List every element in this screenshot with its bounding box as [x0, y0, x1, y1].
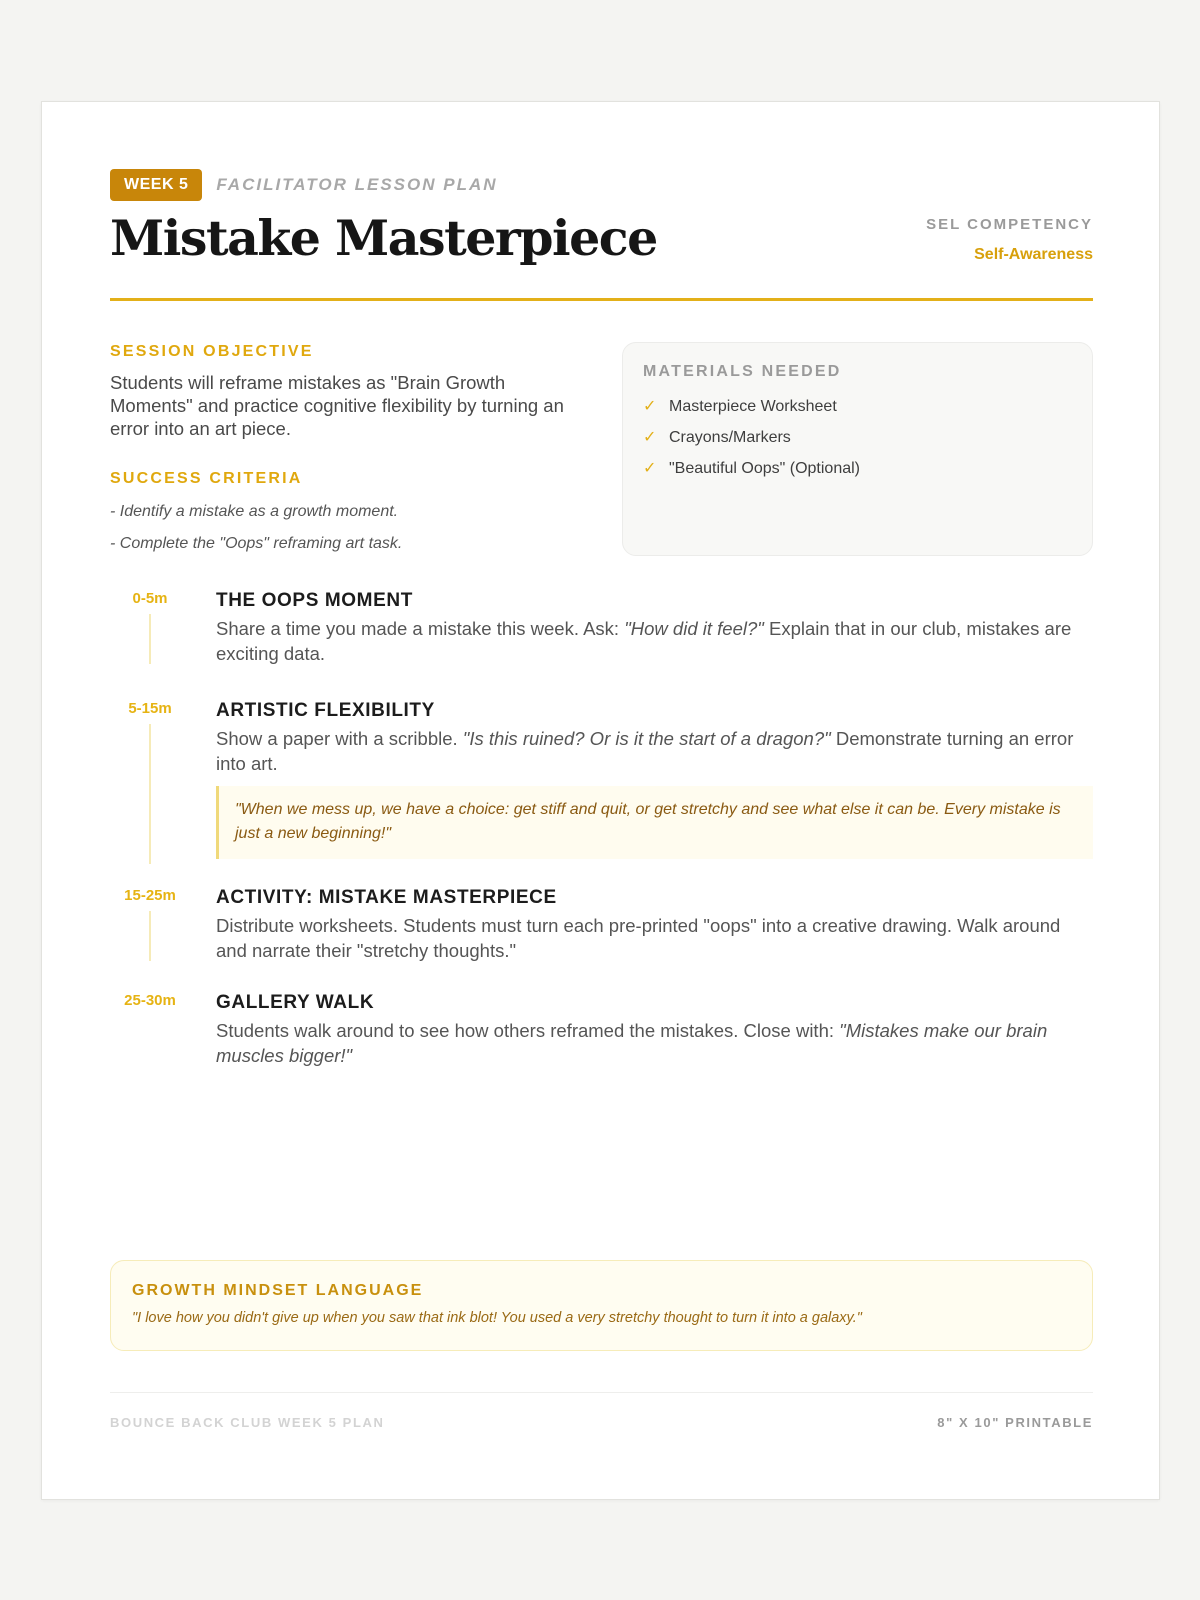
criteria-label: SUCCESS CRITERIA — [110, 470, 303, 487]
objective-text: Students will reframe mistakes as "Brain Growth Moments" and practice cognitive flexibility by turning an error into an art piece. — [110, 372, 564, 439]
step-title: ARTISTIC FLEXIBILITY — [216, 700, 435, 721]
lesson-plan-sheet — [41, 101, 1160, 1500]
objective-label: SESSION OBJECTIVE — [110, 343, 314, 360]
materials-label: MATERIALS NEEDED — [643, 363, 842, 380]
step-body-emphasis: "Mistakes make our brain muscles bigger!" — [216, 1020, 1048, 1066]
step-content — [216, 992, 1093, 1068]
step-content — [216, 700, 1093, 859]
step-title: GALLERY WALK — [216, 992, 375, 1013]
timeline-connector — [149, 724, 151, 864]
timeline-step — [110, 992, 1093, 1068]
timeline-step — [110, 887, 1093, 963]
sel-value: Self-Awareness — [974, 246, 1093, 263]
step-body-emphasis: "Is this ruined? Or is it the start of a dragon?" — [462, 728, 831, 749]
step-body-text: Share a time you made a mistake this week. Ask: — [216, 618, 625, 639]
check-icon: ✓ — [643, 460, 657, 477]
page-title: Mistake Masterpiece — [110, 209, 657, 267]
timeline-connector — [149, 911, 151, 961]
material-label: Crayons/Markers — [669, 429, 791, 446]
footer-size-label: 8" X 10" PRINTABLE — [937, 1415, 1093, 1430]
step-body-text: Students walk around to see how others reframed the mistakes. Close with: — [216, 1020, 840, 1041]
sel-competency — [926, 216, 1093, 264]
step-title: THE OOPS MOMENT — [216, 590, 413, 611]
step-body — [216, 616, 1093, 666]
facilitator-quote: "When we mess up, we have a choice: get stiff and quit, or get stretchy and see what else it can be. Every mistake is just a new beginning!" — [216, 786, 1093, 859]
session-objective — [110, 343, 580, 440]
growth-label: GROWTH MINDSET LANGUAGE — [132, 1282, 424, 1299]
growth-quote: "I love how you didn't give up when you saw that ink blot! You used a very stretchy thought to turn it into a galaxy." — [132, 1310, 862, 1326]
growth-mindset-card — [110, 1260, 1093, 1351]
material-label: Masterpiece Worksheet — [669, 398, 837, 415]
material-item — [643, 459, 1072, 479]
step-body-text: Explain that in our club, mistakes are exciting data. — [216, 618, 1072, 664]
step-time: 0-5m — [132, 590, 168, 607]
step-body-text: Distribute worksheets. Students must turn each pre-printed "oops" into a creative drawing. Walk around and narrate their "stretchy thoughts." — [216, 915, 1061, 961]
timeline-connector — [149, 614, 151, 664]
week-badge: WEEK 5 — [110, 169, 202, 201]
material-label: "Beautiful Oops" (Optional) — [669, 460, 861, 477]
step-body-emphasis: "How did it feel?" — [624, 618, 764, 639]
footer-divider — [110, 1392, 1093, 1393]
step-time: 15-25m — [124, 887, 176, 904]
step-body — [216, 913, 1093, 963]
criteria-item: - Identify a mistake as a growth moment. — [110, 503, 399, 520]
kicker-label: FACILITATOR LESSON PLAN — [216, 175, 498, 194]
step-time: 25-30m — [124, 992, 176, 1009]
sheet-content — [110, 102, 1093, 1499]
header-kicker — [110, 169, 498, 201]
footer-plan-label: BOUNCE BACK CLUB WEEK 5 PLAN — [110, 1415, 385, 1430]
step-body-text: Demonstrate turning an error into art. — [216, 728, 1074, 774]
step-content — [216, 590, 1093, 666]
step-body — [216, 1018, 1093, 1068]
check-icon: ✓ — [643, 429, 657, 446]
check-icon: ✓ — [643, 398, 657, 415]
step-content — [216, 887, 1093, 963]
step-time: 5-15m — [128, 700, 172, 717]
material-item — [643, 397, 1072, 417]
header-divider — [110, 298, 1093, 301]
step-body — [216, 726, 1093, 776]
timeline-step — [110, 700, 1093, 859]
timeline-step — [110, 590, 1093, 666]
materials-list — [643, 397, 1072, 479]
criteria-item: - Complete the "Oops" reframing art task. — [110, 535, 403, 552]
step-body-text: Show a paper with a scribble. — [216, 728, 463, 749]
materials-card — [622, 342, 1093, 556]
success-criteria — [110, 470, 580, 554]
step-title: ACTIVITY: MISTAKE MASTERPIECE — [216, 887, 557, 908]
material-item — [643, 428, 1072, 448]
sel-label: SEL COMPETENCY — [926, 216, 1093, 233]
